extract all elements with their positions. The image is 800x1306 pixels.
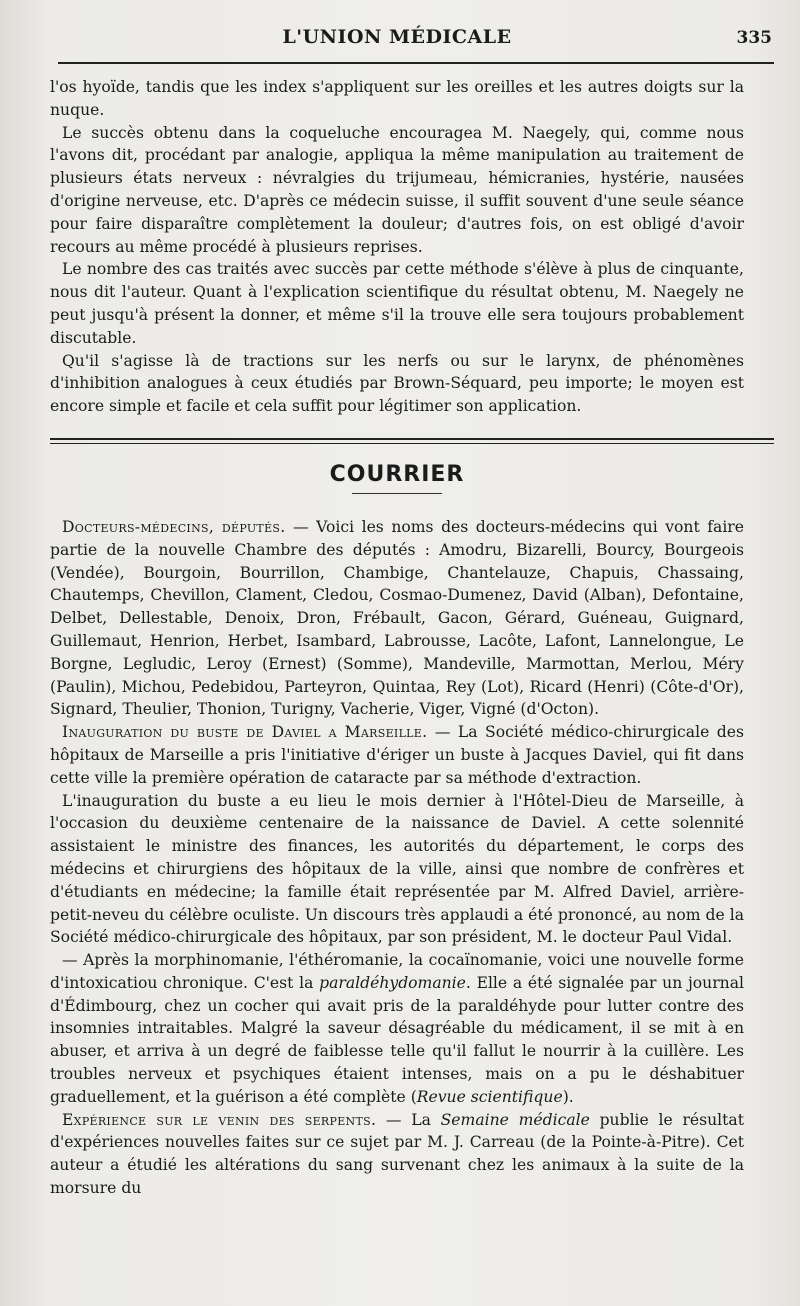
courrier-item-deputes [50, 516, 744, 721]
page-number: 335 [736, 28, 772, 48]
header-rule [58, 62, 774, 64]
item-text: — La [376, 1110, 441, 1129]
item-heading: Inauguration du buste de Daviel a Marseille. [62, 723, 428, 742]
section-title-courrier: COURRIER [329, 461, 465, 487]
item-text: . Elle a été signalée par un journal d'Édimbourg, chez un cocher qui avait pris de la paraldéhyde pour lutter contre des insomnies intraitables. Malgré la saveur désagréable du médicament, il se mit à en abuser, et arriva à un degré de faiblesse telle qu'il fallut le nourrir à la cuillère. Les troubles nerveux et psychiques étaient intenses, mais on a pu le déshabituer graduellement, et la guérison a été complète ( [50, 973, 744, 1106]
item-text: — Après la morphinomanie, l'éthéromanie, la cocaïnomanie, voici une nouvelle forme d'intoxicatiou chronique. C'est la [50, 951, 744, 992]
journal-title: L'UNION MÉDICALE [282, 26, 512, 48]
running-head [50, 22, 772, 58]
section-rule-thin [50, 443, 774, 444]
courrier-item-paraldehyde [50, 949, 744, 1109]
item-text: ). [562, 1087, 574, 1106]
paragraph-4: Qu'il s'agisse là de tractions sur les nerfs ou sur le larynx, de phénomènes d'inhibition analogues à ceux étudiés par Brown-Séquard, peu importe; le moyen est encore simple et facile et cela suffit pour légitimer son application. [50, 351, 744, 416]
item-text: publie le résultat d'expériences nouvelles faites sur ce sujet par M. J. Carreau (de la Pointe-à-Pitre). Cet auteur a étudié les altérations du sang survenant chez les animaux à la suite de la morsure du [50, 1110, 744, 1198]
item-heading: Expérience sur le venin des serpents. [62, 1110, 377, 1129]
source-citation: Revue scientifique [416, 1087, 563, 1106]
italic-term: paraldéhydomanie [319, 973, 466, 992]
section-rule [50, 438, 774, 440]
item-text: — La Société médico-chirurgicale des hôpitaux de Marseille a pris l'initiative d'ériger un buste à Jacques Daviel, qui fit dans cette ville la première opération de cataracte par sa méthode d'extraction. [50, 723, 744, 787]
courrier-item-inauguration: L'inauguration du buste a eu lieu le mois dernier à l'Hôtel-Dieu de Marseille, à l'occasion du deuxième centenaire de la naissance de Daviel. A cette solennité assistaient le ministre des finances, les autorités du département, le corps des médecins et chirurgiens des hôpitaux de la ville, ainsi que nombre de confrères et d'étudiants en médecine; la famille était représentée par M. Alfred Daviel, arrière-petit-neveu du célèbre oculiste. Un discours très applaudi a été prononcé, au nom de la Société médico-chirurgicale des hôpitaux, par son président, M. le docteur Paul Vidal. [50, 791, 744, 947]
item-text: — Voici les noms des docteurs-médecins qui vont faire partie de la nouvelle Chambre des députés : Amodru, Bizarelli, Bourcy, Bourgeois (Vendée), Bourgoin, Bourrillon, Chambige, Chantelauze, Chapuis, Chassaing, Chautemps, Chevillon, Clament, Cledou, Cosmao-Dumenez, David (Alban), Defontaine, Delbet, Dellestable, Denoix, Dron, Frébault, Gacon, Gérard, Guéneau, Guignard, Guillemaut, Henrion, Herbet, Isambard, Labrousse, Lacôte, Lafont, Lannelongue, Le Borgne, Legludic, Leroy (Ernest) (Somme), Mandeville, Marmottan, Merlou, Méry (Paulin), Michou, Pedebidou, Parteyron, Quintaa, Rey (Lot), Ricard (Henri) (Côte-d'Or), Signard, Theulier, Thonion, Turigny, Vacherie, Viger, Vigné (d'Octon). [50, 517, 744, 719]
journal-citation: Semaine médicale [440, 1110, 590, 1129]
paragraph-3: Le nombre des cas traités avec succès par cette méthode s'élève à plus de cinquante, nous dit l'auteur. Quant à l'explication scientifique du résultat obtenu, M. Naegely ne peut jusqu'à présent la donner, et même s'il la trouve elle sera toujours probablement discutable. [50, 260, 744, 347]
paragraph-2: Le succès obtenu dans la coqueluche encouragea M. Naegely, qui, comme nous l'avons dit, procédant par analogie, appliqua la même manipulation au traitement de plusieurs états nerveux : névralgies du trijumeau, hémicranies, hystérie, nausées d'origine nerveuse, etc. D'après ce médecin suisse, il suffit souvent d'une seule séance pour faire disparaître complètement la douleur; d'autres fois, on est obligé d'avoir recours au même procédé à plusieurs reprises. [50, 123, 744, 256]
paragraph-1: l'os hyoïde, tandis que les index s'appliquent sur les oreilles et les autres doigts sur la nuque. [50, 78, 744, 119]
courrier-item-venin [50, 1109, 744, 1200]
item-heading: Docteurs-médecins, députés. [62, 517, 286, 536]
courrier-item-daviel [50, 721, 744, 789]
title-underline [352, 493, 442, 494]
